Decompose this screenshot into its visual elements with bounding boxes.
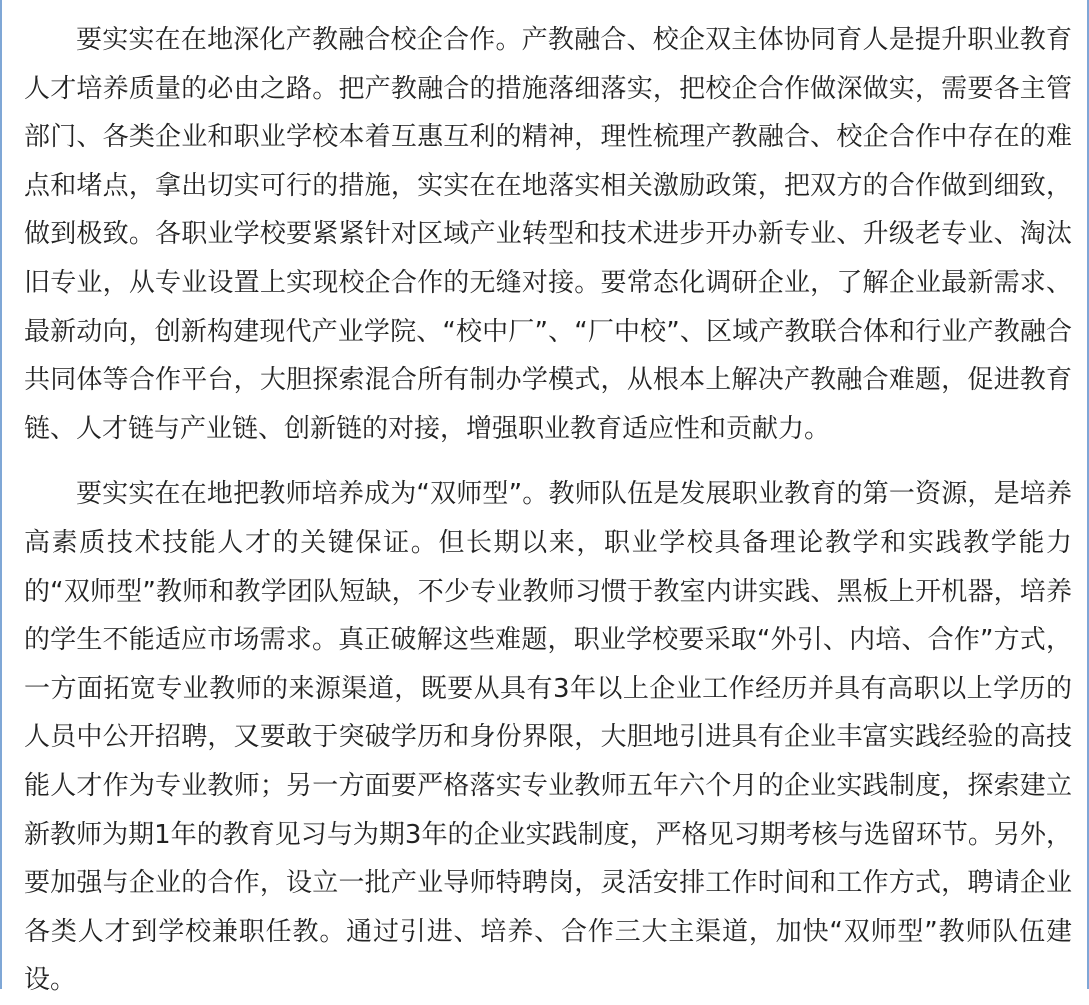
paragraph-industry-education-integration: 要实实在在地深化产教融合校企合作。产教融合、校企双主体协同育人是提升职业教育人才培养质量的必由之路。把产教融合的措施落细落实，把校企合作做深做实，需要各主管部门、各类企业和职业学校本着互惠互利的精神，理性梳理产教融合、校企合作中存在的难点和堵点，拿出切实可行的措施，实实在在地落实相关激励政策，把双方的合作做到细致，做到极致。各职业学校要紧紧针对区域产业转型和技术进步开办新专业、升级老专业、淘汰旧专业，从专业设置上实现校企合作的无缝对接。要常态化调研企业，了解企业最新需求、最新动向，创新构建现代产业学院、“校中厂”、“厂中校”、区域产教联合体和行业产教融合共同体等合作平台，大胆探索混合所有制办学模式，从根本上解决产教融合难题，促进教育链、人才链与产业链、创新链的对接，增强职业教育适应性和贡献力。 bbox=[24, 25, 1072, 444]
paragraph-dual-qualified-teachers: 要实实在在地把教师培养成为“双师型”。教师队伍是发展职业教育的第一资源，是培养高素质技术技能人才的关键保证。但长期以来，职业学校具备理论教学和实践教学能力的“双师型”教师和教学团队短缺，不少专业教师习惯于教室内讲实践、黑板上开机器，培养的学生不能适应市场需求。真正破解这些难题，职业学校要采取“外引、内培、合作”方式，一方面拓宽专业教师的来源渠道，既要从具有3年以上企业工作经历并具有高职以上学历的人员中公开招聘，又要敢于突破学历和身份界限，大胆地引进具有企业丰富实践经验的高技能人才作为专业教师；另一方面要严格落实专业教师五年六个月的企业实践制度，探索建立新教师为期1年的教育见习与为期3年的企业实践制度，严格见习期考核与选留环节。另外，要加强与企业的合作，设立一批产业导师特聘岗，灵活安排工作时间和工作方式，聘请企业各类人才到学校兼职任教。通过引进、培养、合作三大主渠道，加快“双师型”教师队伍建设。 bbox=[24, 479, 1072, 996]
article-body bbox=[24, 16, 1072, 1005]
